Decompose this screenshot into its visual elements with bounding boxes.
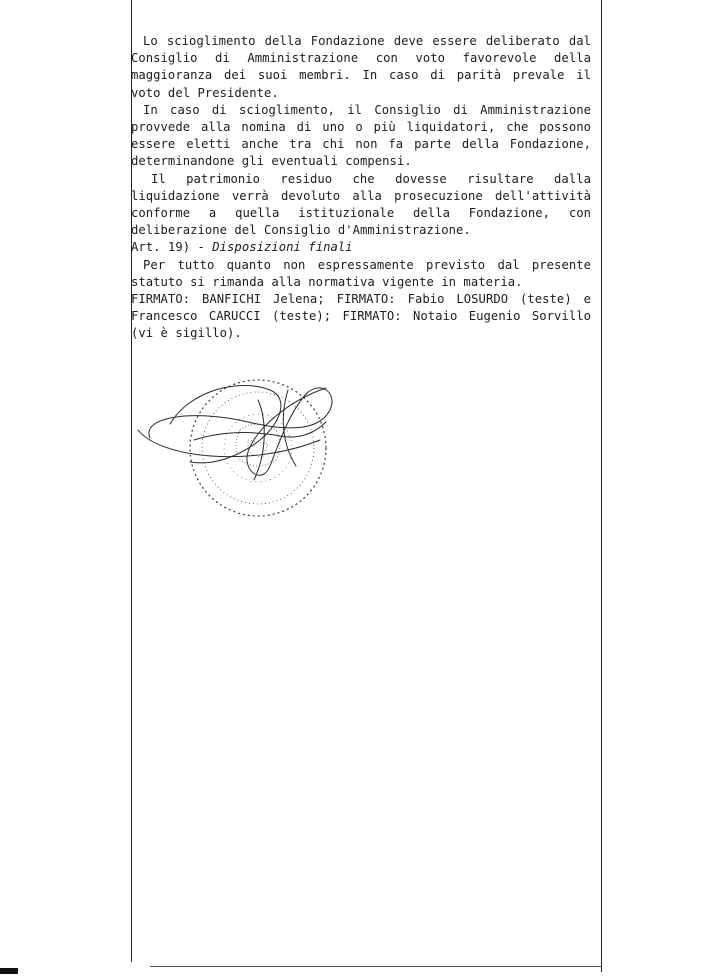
text-line: In caso di scioglimento, il Consiglio di Amministrazione	[143, 102, 591, 117]
handwritten-signature	[138, 385, 332, 480]
text-line: conforme a quella istituzionale della Fondazione, con	[131, 206, 591, 221]
text-line: determinandone gli eventuali compensi.	[131, 154, 412, 169]
text-line: Consiglio di Amministrazione con voto favorevole della	[131, 51, 591, 66]
scan-mark	[0, 968, 18, 974]
article-heading	[131, 239, 591, 256]
seal-signature-graphic	[130, 370, 350, 530]
signatures-block	[131, 291, 591, 343]
text-line: Per tutto quanto non espressamente previsto dal presente	[143, 257, 591, 272]
article-title: Disposizioni finali	[212, 240, 353, 255]
signature-line: FIRMATO: BANFICHI Jelena; FIRMATO: Fabio LOSURDO (teste) e	[131, 292, 591, 307]
text-line: liquidazione verrà devoluto alla prosecuzione dell'attività	[131, 188, 591, 203]
text-line: statuto si rimanda alla normativa vigente in materia.	[131, 274, 523, 289]
text-line: voto del Presidente.	[131, 85, 279, 100]
signature-line: Francesco CARUCCI (teste); FIRMATO: Notaio Eugenio Sorvillo	[131, 309, 591, 324]
notary-seal-and-signature	[130, 370, 350, 530]
text-line: provvede alla nomina di uno o più liquidatori, che possono	[131, 120, 591, 135]
paragraph-liquidators	[131, 102, 591, 171]
paragraph-dissolution	[131, 33, 591, 102]
text-line: Il patrimonio residuo che dovesse risultare dalla	[151, 171, 591, 186]
text-line: maggioranza dei suoi membri. In caso di parità prevale il	[131, 68, 591, 83]
text-line: Lo scioglimento della Fondazione deve essere deliberato dal	[143, 34, 591, 48]
right-margin-line	[601, 0, 602, 972]
signature-line: (vi è sigillo).	[131, 326, 242, 341]
article-number: Art. 19) -	[131, 240, 205, 255]
text-line: essere eletti anche tra chi non fa parte della Fondazione,	[131, 137, 591, 152]
paragraph-residual-assets	[131, 171, 591, 240]
paragraph-final-provisions	[131, 257, 591, 291]
text-line: deliberazione del Consiglio d'Amministrazione.	[131, 223, 471, 238]
document-body	[131, 33, 591, 343]
bottom-line	[150, 966, 602, 967]
